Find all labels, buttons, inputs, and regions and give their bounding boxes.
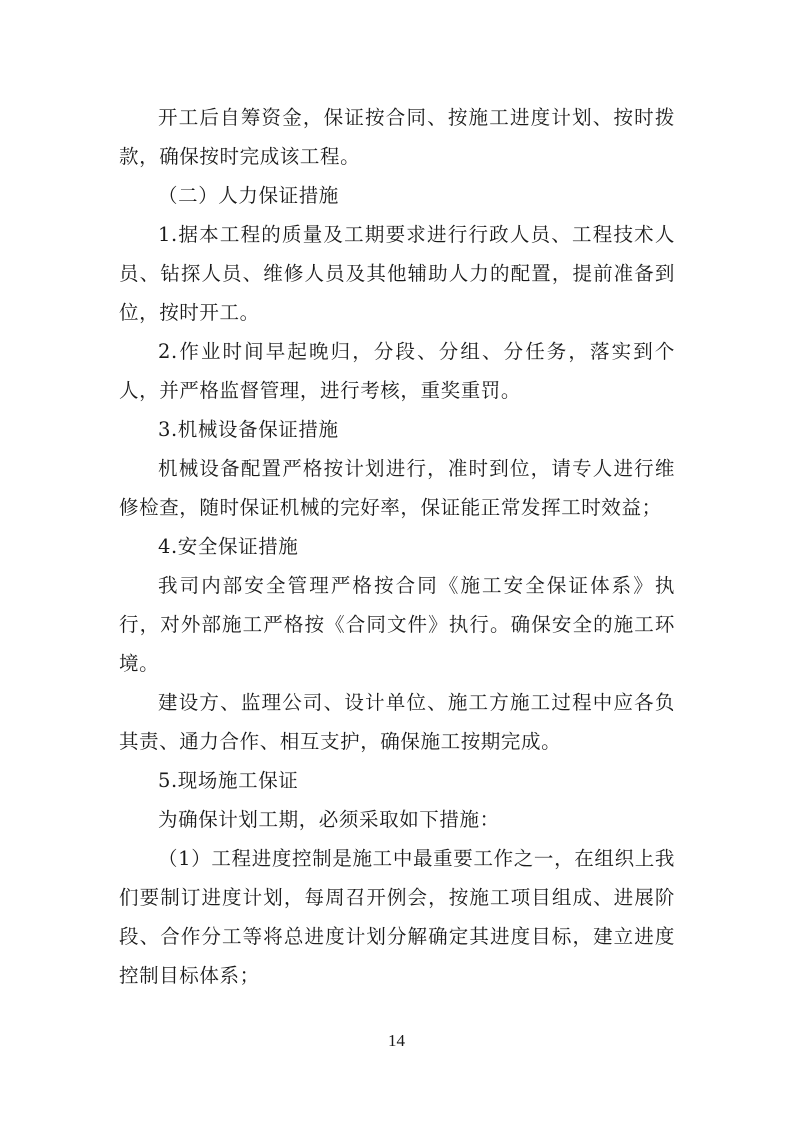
paragraph-progress-control: （1）工程进度控制是施工中最重要工作之一，在组织上我们要制订进度计划，每周召开例会，按施工项目组成、进展阶段、合作分工等将总进度计划分解确定其进度目标，建立进度控制目标体系；	[119, 847, 675, 987]
page-number: 14	[388, 1031, 405, 1050]
paragraph-equipment: 机械设备配置严格按计划进行，准时到位，请专人进行维修检查，随时保证机械的完好率，保证能正常发挥工时效益；	[119, 457, 675, 519]
paragraph-funding: 开工后自筹资金，保证按合同、按施工进度计划、按时拨款，确保按时完成该工程。	[119, 106, 675, 168]
heading-equipment-measures: 3.机械设备保证措施	[158, 418, 339, 441]
heading-safety-measures: 4.安全保证措施	[158, 535, 299, 558]
paragraph-safety: 我司内部安全管理严格按合同《施工安全保证体系》执行，对外部施工严格按《合同文件》执行。确保安全的施工环境。	[119, 574, 675, 675]
paragraph-work-schedule: 2.作业时间早起晚归，分段、分组、分任务，落实到个人，并严格监督管理，进行考核，重奖重罚。	[119, 340, 675, 402]
document-body	[119, 98, 675, 995]
paragraph-cooperation: 建设方、监理公司、设计单位、施工方施工过程中应各负其责、通力合作、相互支护，确保施工按期完成。	[119, 691, 675, 753]
heading-manpower-measures: （二）人力保证措施	[158, 184, 339, 207]
heading-site-construction: 5.现场施工保证	[158, 769, 299, 792]
paragraph-staffing: 1.据本工程的质量及工期要求进行行政人员、工程技术人员、钻探人员、维修人员及其他辅助人力的配置，提前准备到位，按时开工。	[119, 223, 675, 324]
paragraph-measures-intro: 为确保计划工期，必须采取如下措施：	[158, 808, 500, 831]
